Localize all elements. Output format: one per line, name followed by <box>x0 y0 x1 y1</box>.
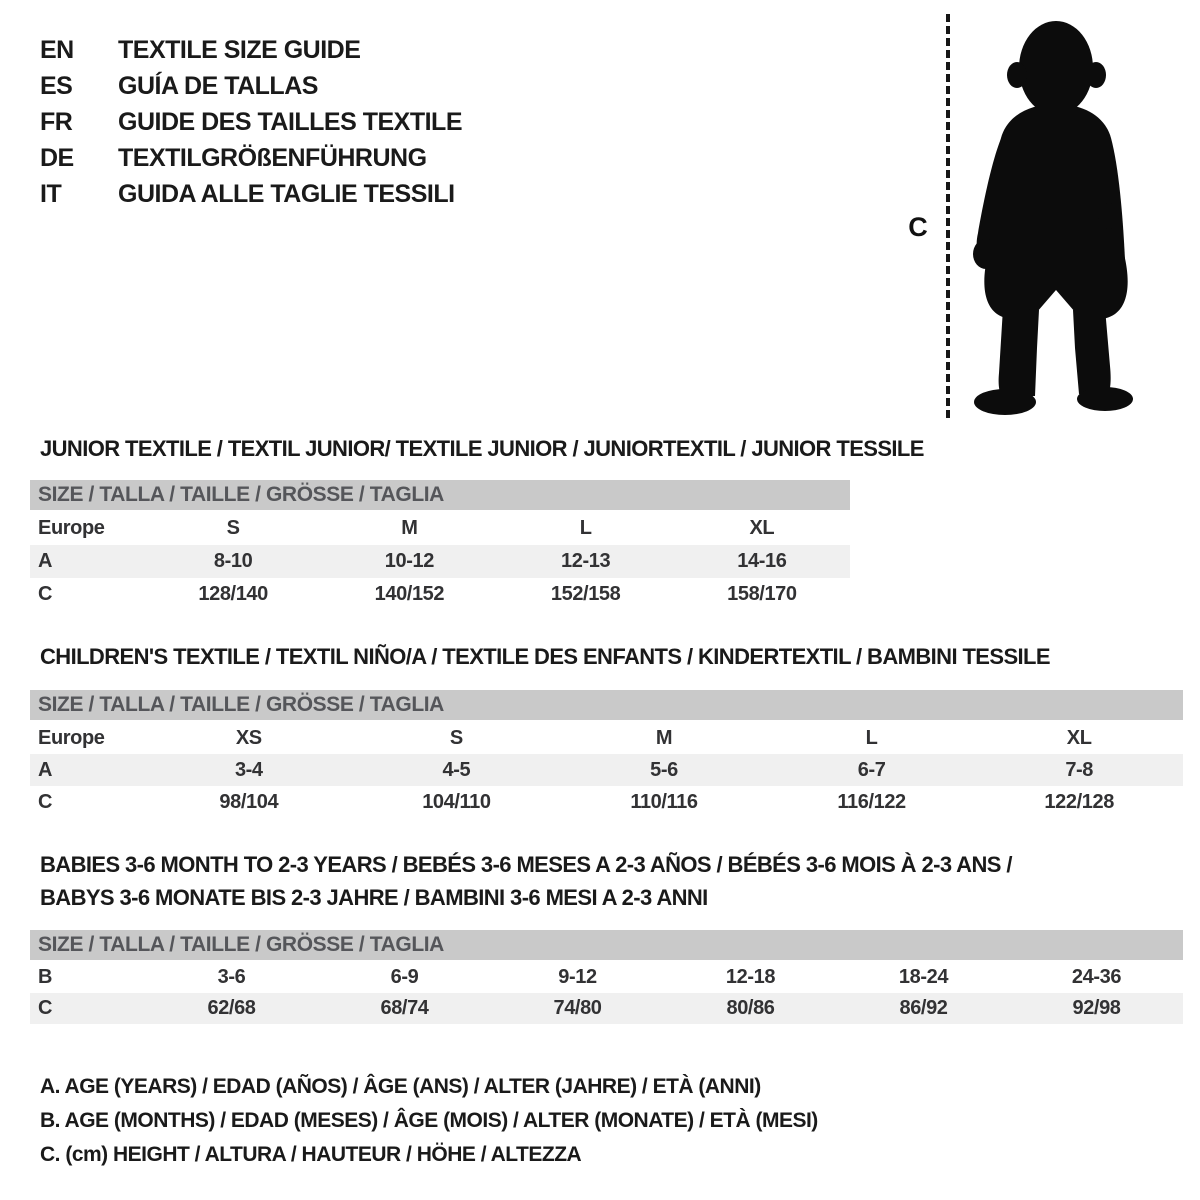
language-code: IT <box>40 179 62 208</box>
height-measure-dashed-line <box>946 14 950 418</box>
language-row <box>40 176 462 212</box>
cell-value: 6-7 <box>857 758 886 781</box>
cell-value: 3-6 <box>217 966 246 988</box>
childrens-section-title <box>40 644 1183 669</box>
cell-value: 80/86 <box>726 997 775 1019</box>
childrens-textile-table <box>30 644 1183 818</box>
language-title: GUIDA ALLE TAGLIE TESSILI <box>118 179 455 208</box>
language-row <box>40 104 462 140</box>
cell-value: 128/140 <box>198 583 268 605</box>
cell-value: 9-12 <box>558 966 597 988</box>
table-row <box>30 786 1183 818</box>
cell-value: M <box>655 726 673 749</box>
language-code: EN <box>40 35 74 64</box>
cell-value: 152/158 <box>550 583 621 605</box>
row-label: A <box>38 758 53 781</box>
cell-value: 6-9 <box>390 966 419 988</box>
cell-value: 14-16 <box>737 550 787 572</box>
row-label: C <box>38 583 53 605</box>
table-row <box>30 754 1183 786</box>
language-row <box>40 68 462 104</box>
cell-value: 110/116 <box>630 790 698 813</box>
cell-value: L <box>579 517 592 539</box>
babies-section-title <box>40 848 1183 914</box>
language-code: DE <box>40 143 74 172</box>
language-row <box>40 140 462 176</box>
babies-textile-table <box>30 848 1183 1024</box>
cell-value: M <box>401 517 418 539</box>
cell-value: 7-8 <box>1065 758 1094 781</box>
language-code: ES <box>40 71 73 100</box>
size-header-bar: SIZE / TALLA / TAILLE / GRÖSSE / TAGLIA <box>30 480 850 510</box>
row-label: C <box>38 790 53 813</box>
junior-section-title <box>40 436 924 461</box>
section-title-line: BABYS 3-6 MONATE BIS 2-3 JAHRE / BAMBINI 3-6 MESI A 2-3 ANNI <box>40 885 708 910</box>
legend-line: C. (cm) HEIGHT / ALTURA / HAUTEUR / HÖHE / ALTEZZA <box>40 1143 582 1166</box>
cell-value: 12-13 <box>561 550 611 572</box>
language-code: FR <box>40 107 73 136</box>
cell-value: 4-5 <box>442 758 471 781</box>
table-row <box>30 545 850 578</box>
legend <box>40 1070 818 1172</box>
cell-value: 116/122 <box>837 790 906 813</box>
childrens-table-rows <box>30 722 1183 818</box>
cell-value: 3-4 <box>234 758 263 781</box>
junior-textile-table <box>30 436 924 611</box>
row-label: Europe <box>38 517 105 539</box>
size-header-bar: SIZE / TALLA / TAILLE / GRÖSSE / TAGLIA <box>30 930 1183 960</box>
language-guide-list <box>40 32 462 212</box>
legend-line: B. AGE (MONTHS) / EDAD (MESES) / ÂGE (MOIS) / ALTER (MONATE) / ETÀ (MESI) <box>40 1109 818 1132</box>
cell-value: S <box>226 517 240 539</box>
cell-value: 158/170 <box>727 583 797 605</box>
size-header-bar: SIZE / TALLA / TAILLE / GRÖSSE / TAGLIA <box>30 690 1183 720</box>
row-label: C <box>38 997 53 1019</box>
cell-value: 10-12 <box>384 550 434 572</box>
junior-table-rows <box>30 512 850 611</box>
row-label: A <box>38 550 53 572</box>
language-title: TEXTILGRÖßENFÜHRUNG <box>118 143 427 172</box>
table-row <box>30 512 850 545</box>
cell-value: 62/68 <box>207 997 256 1019</box>
cell-value: 68/74 <box>380 997 429 1019</box>
cell-value: 18-24 <box>898 966 949 988</box>
cell-value: 122/128 <box>1044 790 1114 813</box>
table-row <box>30 722 1183 754</box>
section-title-line: JUNIOR TEXTILE / TEXTIL JUNIOR/ TEXTILE JUNIOR / JUNIORTEXTIL / JUNIOR TESSILE <box>40 436 924 461</box>
cell-value: 104/110 <box>422 790 491 813</box>
cell-value: L <box>865 726 878 749</box>
legend-line: A. AGE (YEARS) / EDAD (AÑOS) / ÂGE (ANS) / ALTER (JAHRE) / ETÀ (ANNI) <box>40 1075 761 1098</box>
cell-value: 86/92 <box>899 997 948 1019</box>
cell-value: 12-18 <box>725 966 776 988</box>
table-row <box>30 962 1183 993</box>
cell-value: XS <box>235 726 262 749</box>
cell-value: 92/98 <box>1072 997 1121 1019</box>
cell-value: 140/152 <box>374 583 445 605</box>
cell-value: XL <box>1066 726 1092 749</box>
height-measure-label: C <box>908 212 928 242</box>
cell-value: 5-6 <box>650 758 678 781</box>
language-title: GUÍA DE TALLAS <box>118 71 318 100</box>
table-row <box>30 993 1183 1024</box>
row-label: Europe <box>38 726 105 749</box>
cell-value: XL <box>749 517 775 539</box>
section-title-line: BABIES 3-6 MONTH TO 2-3 YEARS / BEBÉS 3-6 MESES A 2-3 AÑOS / BÉBÉS 3-6 MOIS À 2-3 ANS / <box>40 852 1012 877</box>
language-row <box>40 32 462 68</box>
language-title: TEXTILE SIZE GUIDE <box>118 35 361 64</box>
cell-value: 74/80 <box>553 997 602 1019</box>
babies-table-rows <box>30 962 1183 1024</box>
cell-value: 24-36 <box>1071 966 1122 988</box>
section-title-line: CHILDREN'S TEXTILE / TEXTIL NIÑO/A / TEXTILE DES ENFANTS / KINDERTEXTIL / BAMBINI TESSILE <box>40 644 1050 669</box>
language-title: GUIDE DES TAILLES TEXTILE <box>118 107 463 136</box>
cell-value: 98/104 <box>219 790 279 813</box>
row-label: B <box>38 966 53 988</box>
toddler-silhouette-icon <box>965 18 1135 418</box>
table-row <box>30 578 850 611</box>
cell-value: S <box>449 726 463 749</box>
cell-value: 8-10 <box>213 550 253 572</box>
